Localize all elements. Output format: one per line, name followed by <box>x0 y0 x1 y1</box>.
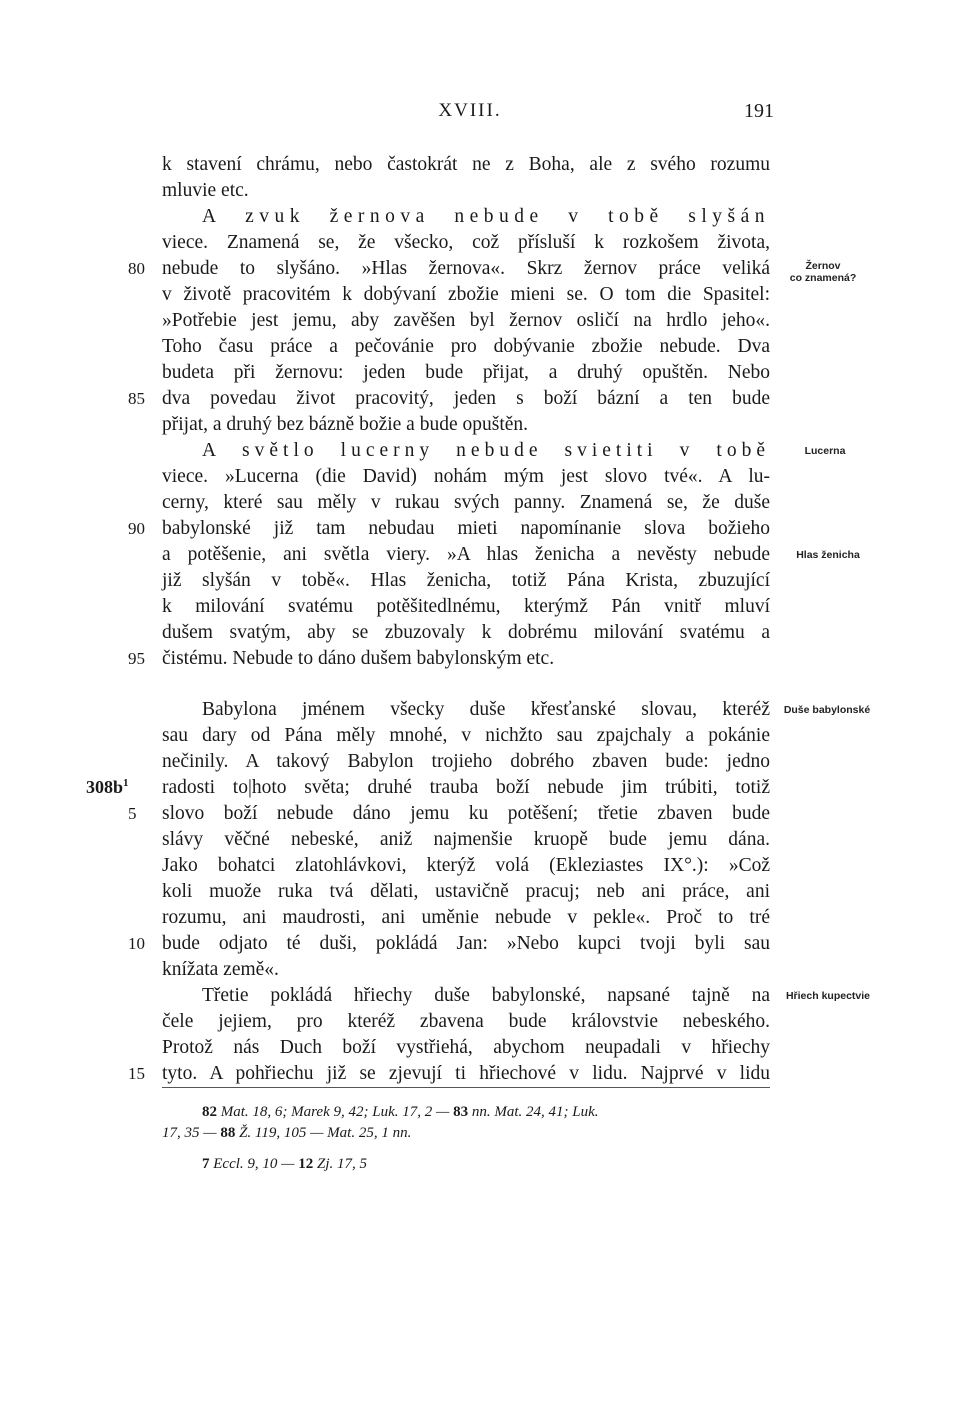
margin-note-duse-babylonske: Duše babylonské <box>783 704 871 716</box>
footnote-line <box>162 1122 770 1144</box>
margin-note-zernov <box>778 260 868 284</box>
text-line: sau dary od Pána měly mnohé, v nichžto sau zpajchaly a pokánie <box>162 725 770 746</box>
text-line: bude odjato té duši, pokládá Jan: »Nebo kupci tvoji byli sau <box>162 933 770 954</box>
text-line: a potěšenie, ani světla viery. »A hlas ženicha a nevěsty nebude <box>162 544 770 565</box>
text-line: nebude to slyšáno. »Hlas žernova«. Skrz žernov práce veliká <box>162 258 770 279</box>
text-line: již slyšán v tobě«. Hlas ženicha, totiž Pána Krista, zbuzující <box>162 570 770 591</box>
text-line: Jako bohatci zlatohlávkovi, kterýž volá (Ekleziastes IX°.): »Což <box>162 855 770 876</box>
text-line: A zvuk žernova nebude v tobě slyšán <box>202 206 770 227</box>
text-line: Babylona jménem všecky duše křesťanské slovau, kteréž <box>202 699 770 720</box>
footnote-number: 83 <box>453 1104 469 1120</box>
text-line: Protož nás Duch boží vystřiehá, abychom neupadali v hřiechy <box>162 1037 770 1058</box>
page-number: 191 <box>744 100 774 122</box>
footnote-number: 82 <box>202 1104 217 1120</box>
line-number: 85 <box>128 389 145 408</box>
text-line: k stavení chrámu, nebo častokrát ne z Boha, ale z svého rozumu <box>162 154 770 175</box>
text-line: nečinily. A takový Babylon trojieho dobrého zbaven bude: jedno <box>162 751 770 772</box>
footnote-number: 7 <box>202 1156 210 1172</box>
text-line: A světlo lucerny nebude svietiti v tobě <box>202 440 770 461</box>
margin-note-line: Žernov <box>805 260 841 272</box>
text-line: »Potřebie jest jemu, aby zavěšen byl žernov osličí na hrdlo jeho«. <box>162 310 770 331</box>
line-number: 90 <box>128 519 145 538</box>
footnote-rule <box>162 1087 770 1088</box>
margin-note-lucerna: Lucerna <box>804 445 846 457</box>
text-line: cerny, které sau měly v rukau svých panny. Znamená se, že duše <box>162 492 770 513</box>
text-line: viece. Znamená se, že všecko, což přísluší k rozkošem života, <box>162 232 770 253</box>
footnote-text: Zj. 17, 5 <box>316 1156 367 1172</box>
chapter-heading: XVIII. <box>438 100 502 121</box>
footnote-line <box>162 1101 770 1123</box>
text-line: dva povedau život pracovitý, jeden s boží bázní a ten bude <box>162 388 770 409</box>
footnote-text: 17, 35 — <box>162 1125 217 1141</box>
text-line: rozumu, ani maudrosti, ani uměnie nebude v pekle«. Proč to tré <box>162 907 770 928</box>
footnote-text: nn. Mat. 24, 41; Luk. <box>471 1104 599 1120</box>
line-number: 95 <box>128 649 145 668</box>
line-number: 10 <box>128 934 145 953</box>
text-line: dušem svatým, aby se zbuzovaly k dobrému milování svatému a <box>162 622 770 643</box>
text-line: knížata země«. <box>162 959 279 980</box>
footnote-text: Ž. 119, 105 — <box>239 1125 324 1141</box>
folio-superscript: 1 <box>123 777 129 789</box>
line-number: 80 <box>128 259 145 278</box>
text-line: koli muože ruka tvá dělati, ustavičně pracuj; neb ani práce, ani <box>162 881 770 902</box>
text-line: čistému. Nebude to dáno dušem babylonským etc. <box>162 648 555 669</box>
footnote-line <box>162 1153 770 1175</box>
text-line: viece. »Lucerna (die David) nohám mým jest slovo tvé«. A lu- <box>162 466 770 487</box>
folio-text: 308b <box>86 777 124 797</box>
footnote-text: Eccl. 9, 10 — <box>213 1156 295 1172</box>
footnote-number: 88 <box>220 1125 236 1141</box>
text-line: Toho času práce a pečovánie pro dobývanie zbožie nebude. Dva <box>162 336 770 357</box>
text-line: slovo boží nebude dáno jemu ku potěšení; třetie zbaven bude <box>162 803 770 824</box>
footnote-number: 12 <box>298 1156 314 1172</box>
text-line: mluvie etc. <box>162 180 249 201</box>
text-line: tyto. A pohřiechu již se zjevují ti hřiechové v lidu. Najprvé v lidu <box>162 1063 770 1084</box>
footnote-text: Mat. 25, 1 nn. <box>327 1125 412 1141</box>
folio-marker <box>86 777 129 798</box>
text-line: Třetie pokládá hřiechy duše babylonské, napsané tajně na <box>202 985 770 1006</box>
line-number: 15 <box>128 1064 145 1083</box>
line-number: 5 <box>128 804 137 823</box>
text-line: k milování svatému potěšitedlnému, kterýmž Pán vnitř mluví <box>162 596 770 617</box>
footnote-text: Mat. 18, 6; Marek 9, 42; Luk. 17, 2 — <box>220 1104 450 1120</box>
text-line: v životě pracovitém k dobývaní zbožie mieni se. O tom die Spasitel: <box>162 284 770 305</box>
text-line: budeta při žernovu: jeden bude přijat, a druhý opuštěn. Nebo <box>162 362 770 383</box>
margin-note-hlas-zenicha: Hlas ženicha <box>796 549 860 561</box>
text-line: babylonské již tam nebudau mieti napomínanie slova božieho <box>162 518 770 539</box>
text-line: radosti to|hoto světa; druhé trauba boží nebude jim trúbiti, totiž <box>162 777 770 798</box>
margin-note-hriech-kupectvie: Hřiech kupectvie <box>785 990 871 1002</box>
text-line: čele jejiem, pro kteréž zbavena bude královstvie nebeského. <box>162 1011 770 1032</box>
margin-note-line: co znamená? <box>789 272 857 284</box>
text-line: přijat, a druhý bez bázně božie a bude opuštěn. <box>162 414 529 435</box>
text-line: slávy věčné nebeské, aniž najmenšie kruopě bude jemu dána. <box>162 829 770 850</box>
